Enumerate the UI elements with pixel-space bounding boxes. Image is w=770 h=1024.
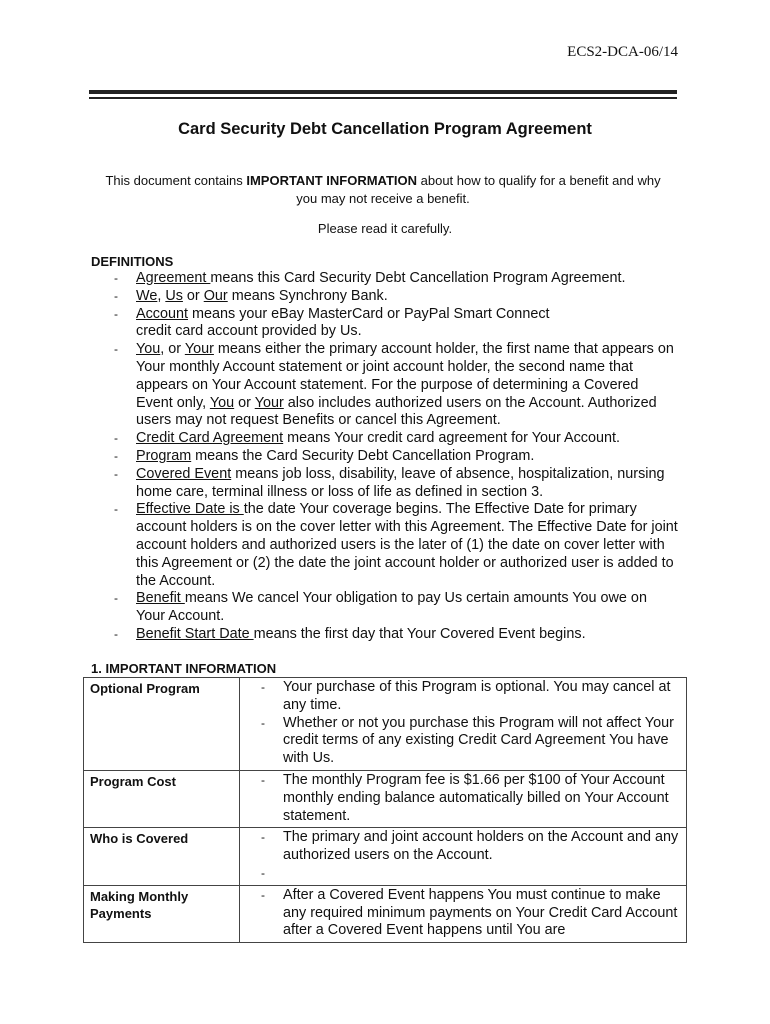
definition-text: , (157, 287, 166, 304)
definition-text: means this Card Security Debt Cancellation Program Agreement. (210, 270, 626, 286)
defined-term: Us (165, 287, 183, 304)
row-content (240, 885, 687, 942)
row-content (240, 828, 687, 885)
definition-text: means your eBay MasterCard or PayPal Smart Connect credit card account provided by Us. (136, 305, 550, 340)
defined-term: You (136, 341, 161, 358)
row-label: Who is Covered (84, 828, 240, 885)
bullet-text: The primary and joint account holders on the Account and any authorized users on the Account. (283, 829, 679, 864)
definition-text: , or (160, 341, 185, 358)
list-dash: - (261, 865, 265, 880)
definition-text: means Synchrony Bank. (227, 287, 388, 304)
list-dash: - (114, 466, 118, 481)
header-rule-thin (89, 97, 677, 99)
defined-term: Your (254, 394, 284, 411)
table-row (84, 678, 687, 771)
table-row (84, 885, 687, 942)
defined-term: Our (203, 287, 228, 304)
defined-term: Covered Event (136, 465, 232, 482)
defined-term: Benefit Start Date (136, 625, 254, 642)
list-dash: - (114, 306, 118, 321)
table-row (84, 770, 687, 827)
definition-text: means the Card Security Debt Cancellation Program. (191, 447, 535, 464)
bullet-item (240, 715, 686, 768)
list-dash: - (261, 772, 265, 787)
please-read-note: Please read it carefully. (317, 221, 453, 236)
bullet-text: After a Covered Event happens You must continue to make any required minimum payments on Your Credit Card Account after a Covered Event happens until You are (283, 886, 678, 939)
section-1-heading: 1. IMPORTANT INFORMATION (91, 661, 277, 676)
list-dash: - (261, 680, 265, 694)
defined-term: Benefit (136, 590, 185, 607)
list-dash: - (261, 715, 265, 730)
definition-text: or (234, 394, 255, 411)
table-row (84, 828, 687, 885)
bullet-text: The monthly Program fee is $1.66 per $100 of Your Account monthly ending balance automatically billed on Your Account statement. (283, 771, 669, 824)
definition-item (108, 626, 678, 644)
intro-text-after: about how to qualify for a benefit and why you may not receive a benefit. (296, 173, 661, 206)
defined-term: Account (136, 305, 188, 322)
row-label: Program Cost (84, 770, 240, 827)
list-dash: - (261, 887, 265, 902)
row-label: Making Monthly Payments (84, 885, 240, 942)
list-dash: - (114, 591, 118, 606)
definition-item (108, 448, 678, 466)
intro-paragraph (95, 172, 671, 208)
defined-term: Effective Date is (136, 501, 244, 518)
list-dash: - (114, 271, 118, 285)
definition-text: means We cancel Your obligation to pay Us certain amounts You owe on Your Account. (136, 590, 647, 625)
bullet-item (240, 887, 686, 940)
bullet-text: Whether or not you purchase this Program will not affect Your credit terms of any existing Credit Card Agreement You have with Us. (283, 714, 674, 767)
definition-text: also includes authorized users on the Account. Authorized users may not request Benefits or cancel this Agreement. (136, 394, 657, 429)
definition-item (108, 466, 678, 502)
document-code: ECS2-DCA-06/14 (567, 44, 678, 60)
definition-item (108, 590, 678, 626)
bullet-item (240, 865, 686, 883)
defined-term: Your (184, 341, 214, 358)
bullet-item (240, 829, 686, 865)
header-rule-thick (89, 90, 677, 94)
definition-text: means Your credit card agreement for Your Account. (283, 430, 620, 447)
definition-text: or (182, 287, 204, 304)
list-dash: - (114, 288, 118, 303)
defined-term: We (136, 287, 158, 304)
important-info-table (83, 677, 687, 943)
defined-term: Program (136, 447, 192, 464)
definition-item (108, 501, 678, 590)
defined-term: Credit Card Agreement (136, 430, 284, 447)
list-dash: - (114, 626, 118, 641)
definitions-heading: DEFINITIONS (91, 254, 174, 269)
definitions-list (108, 270, 678, 644)
defined-term: You (209, 394, 235, 411)
list-dash: - (114, 431, 118, 446)
list-dash: - (114, 502, 118, 517)
definition-item (108, 306, 678, 342)
row-label: Optional Program (84, 678, 240, 771)
definition-text: means the first day that Your Covered Event begins. (253, 625, 586, 642)
definition-text: means either the primary account holder, the first name that appears on Your monthly Account statement or joint account holder, the second name that appears on Your Account statement. For the purpose of determining a Covered Event only, (136, 341, 674, 411)
defined-term: Agreement (136, 270, 211, 286)
definition-item (108, 270, 678, 288)
row-content (240, 770, 687, 827)
definition-text: means job loss, disability, leave of absence, hospitalization, nursing home care, terminal illness or loss of life as defined in section 3. (136, 465, 665, 500)
document-title: Card Security Debt Cancellation Program Agreement (178, 120, 592, 138)
bullet-item (240, 679, 686, 715)
list-dash: - (114, 448, 118, 463)
definition-item (108, 288, 678, 306)
intro-text-before: This document contains (105, 173, 247, 188)
definition-item (108, 430, 678, 448)
definition-text: the date Your coverage begins. The Effective Date for primary account holders is on the cover letter with this Agreement. The Effective Date for joint account holders and authorized users is the later of (1) the date on cover letter with this Agreement or (2) the date the joint account holder or authorized user is added to the Account. (136, 501, 678, 589)
row-content (240, 678, 687, 771)
definition-item (108, 341, 678, 430)
bullet-text: Your purchase of this Program is optional. You may cancel at any time. (283, 679, 671, 713)
list-dash: - (114, 342, 118, 357)
bullet-item (240, 772, 686, 825)
list-dash: - (261, 830, 265, 845)
intro-important: IMPORTANT INFORMATION (246, 173, 418, 188)
